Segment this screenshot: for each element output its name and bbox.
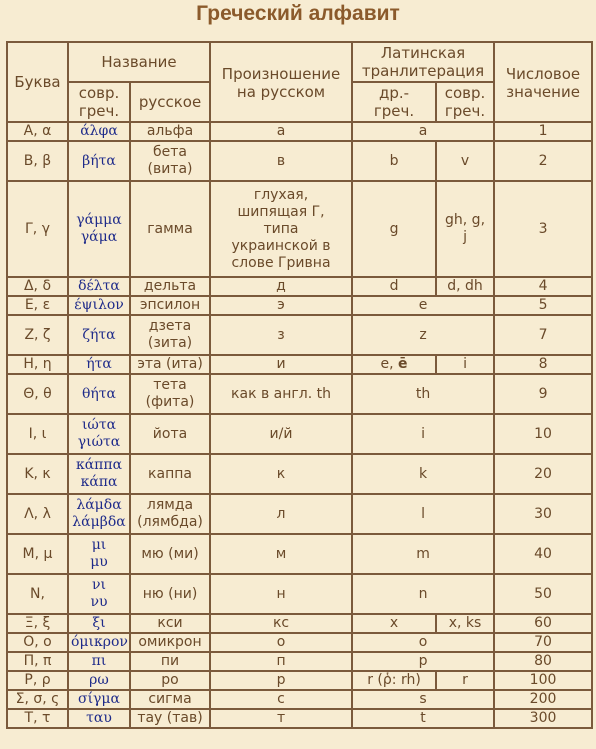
cell-pronunciation: как в англ. th (210, 374, 352, 414)
cell-latin: m (352, 534, 494, 574)
cell-pronunciation: з (210, 315, 352, 355)
cell-russian-name: омикрон (130, 633, 210, 652)
table-row (7, 652, 592, 671)
cell-numeric: 80 (494, 652, 592, 671)
table-row (7, 315, 592, 355)
cell-numeric: 8 (494, 355, 592, 374)
cell-numeric: 9 (494, 374, 592, 414)
cell-russian-name: ро (130, 671, 210, 690)
table-row (7, 690, 592, 709)
cell-russian-name: тау (тав) (130, 709, 210, 728)
cell-russian-name: гамма (130, 181, 210, 277)
cell-letter: Β, β (7, 141, 68, 181)
cell-latin-ancient: d (352, 277, 436, 296)
cell-pronunciation: э (210, 296, 352, 315)
cell-russian-name: бета (вита) (130, 141, 210, 181)
cell-russian-name: каппа (130, 454, 210, 494)
cell-letter: Τ, τ (7, 709, 68, 728)
cell-latin-ancient: b (352, 141, 436, 181)
cell-greek-name: βήτα (68, 141, 130, 181)
cell-letter: Ν, (7, 574, 68, 614)
cell-letter: Ζ, ζ (7, 315, 68, 355)
table-row (7, 494, 592, 534)
cell-latin: s (352, 690, 494, 709)
cell-latin-modern: r (436, 671, 494, 690)
header-letter: Буква (7, 42, 68, 122)
cell-letter: Κ, κ (7, 454, 68, 494)
cell-numeric: 2 (494, 141, 592, 181)
cell-latin-ancient (352, 355, 436, 374)
cell-pronunciation: н (210, 574, 352, 614)
table-row (7, 534, 592, 574)
cell-numeric: 4 (494, 277, 592, 296)
cell-latin-modern: gh, g, j (436, 181, 494, 277)
cell-greek-name: άλφα (68, 122, 130, 141)
header-name-russian: русское (130, 82, 210, 122)
cell-letter: Δ, δ (7, 277, 68, 296)
cell-greek-name: ήτα (68, 355, 130, 374)
cell-greek-name: λάμδα λάμβδα (68, 494, 130, 534)
cell-letter: Μ, μ (7, 534, 68, 574)
cell-latin: p (352, 652, 494, 671)
cell-greek-name: ρω (68, 671, 130, 690)
table-row (7, 122, 592, 141)
cell-greek-name: μι μυ (68, 534, 130, 574)
cell-letter: Ι, ι (7, 414, 68, 454)
cell-latin: i (352, 414, 494, 454)
cell-latin: th (352, 374, 494, 414)
header-name: Название (68, 42, 210, 82)
cell-greek-name: κάππα κάπα (68, 454, 130, 494)
cell-pronunciation: о (210, 633, 352, 652)
cell-letter: Ε, ε (7, 296, 68, 315)
table-row (7, 574, 592, 614)
cell-letter: Ο, ο (7, 633, 68, 652)
cell-latin-modern: i (436, 355, 494, 374)
cell-numeric: 20 (494, 454, 592, 494)
cell-pronunciation: глухая, шипящая Г, типа украинской в слове Гривна (210, 181, 352, 277)
header-pronunciation: Произношение на русском (210, 42, 352, 122)
cell-greek-name: έψιλον (68, 296, 130, 315)
cell-pronunciation: в (210, 141, 352, 181)
cell-russian-name: сигма (130, 690, 210, 709)
cell-latin-modern: v (436, 141, 494, 181)
cell-pronunciation: кс (210, 614, 352, 633)
cell-pronunciation: а (210, 122, 352, 141)
header-latin-modern: совр. греч. (436, 82, 494, 122)
cell-letter: Α, α (7, 122, 68, 141)
cell-numeric: 300 (494, 709, 592, 728)
cell-latin: n (352, 574, 494, 614)
cell-greek-name: γάμμα γάμα (68, 181, 130, 277)
cell-numeric: 70 (494, 633, 592, 652)
cell-pronunciation: л (210, 494, 352, 534)
cell-numeric: 5 (494, 296, 592, 315)
cell-greek-name: δέλτα (68, 277, 130, 296)
latin-ancient-macron-text: $\overline{ē}$ (398, 356, 408, 372)
cell-latin: l (352, 494, 494, 534)
table-row (7, 181, 592, 277)
cell-pronunciation: м (210, 534, 352, 574)
cell-numeric: 50 (494, 574, 592, 614)
table-row (7, 709, 592, 728)
cell-numeric: 60 (494, 614, 592, 633)
cell-numeric: 1 (494, 122, 592, 141)
cell-pronunciation: к (210, 454, 352, 494)
cell-russian-name: эта (ита) (130, 355, 210, 374)
cell-latin: e (352, 296, 494, 315)
cell-pronunciation: д (210, 277, 352, 296)
cell-pronunciation: с (210, 690, 352, 709)
cell-letter: Ρ, ρ (7, 671, 68, 690)
cell-pronunciation: п (210, 652, 352, 671)
cell-numeric: 3 (494, 181, 592, 277)
cell-greek-name: ιώτα γιώτα (68, 414, 130, 454)
table-row (7, 141, 592, 181)
header-numeric: Числовое значение (494, 42, 592, 122)
cell-latin-ancient: x (352, 614, 436, 633)
greek-alphabet-table (6, 41, 593, 729)
cell-greek-name: ταυ (68, 709, 130, 728)
latin-ancient-text: e, (380, 356, 399, 372)
cell-numeric: 200 (494, 690, 592, 709)
cell-russian-name: тета (фита) (130, 374, 210, 414)
table-row (7, 671, 592, 690)
cell-latin: o (352, 633, 494, 652)
cell-russian-name: кси (130, 614, 210, 633)
cell-letter: Γ, γ (7, 181, 68, 277)
cell-letter: Λ, λ (7, 494, 68, 534)
table-row (7, 374, 592, 414)
cell-russian-name: эпсилон (130, 296, 210, 315)
cell-numeric: 100 (494, 671, 592, 690)
cell-latin: a (352, 122, 494, 141)
cell-greek-name: ξι (68, 614, 130, 633)
table-header (7, 42, 592, 122)
cell-russian-name: дельта (130, 277, 210, 296)
table-row (7, 633, 592, 652)
table-row (7, 414, 592, 454)
cell-greek-name: θήτα (68, 374, 130, 414)
cell-russian-name: альфа (130, 122, 210, 141)
cell-latin-ancient: g (352, 181, 436, 277)
cell-greek-name: σίγμα (68, 690, 130, 709)
cell-latin-modern: d, dh (436, 277, 494, 296)
table-body (7, 122, 592, 728)
cell-letter: Ξ, ξ (7, 614, 68, 633)
table-row (7, 355, 592, 374)
page-title: Греческий алфавит (196, 2, 400, 25)
cell-latin: z (352, 315, 494, 355)
cell-greek-name: πι (68, 652, 130, 671)
table-row (7, 277, 592, 296)
cell-russian-name: лямда (лямбда) (130, 494, 210, 534)
table-row (7, 614, 592, 633)
cell-pronunciation: т (210, 709, 352, 728)
table-row (7, 454, 592, 494)
header-latin-ancient: др.- греч. (352, 82, 436, 122)
cell-letter: Σ, σ, ς (7, 690, 68, 709)
cell-pronunciation: и/й (210, 414, 352, 454)
cell-letter: Η, η (7, 355, 68, 374)
cell-latin: t (352, 709, 494, 728)
cell-russian-name: ню (ни) (130, 574, 210, 614)
cell-numeric: 10 (494, 414, 592, 454)
header-name-modern: совр. греч. (68, 82, 130, 122)
cell-greek-name: νι νυ (68, 574, 130, 614)
cell-russian-name: йота (130, 414, 210, 454)
cell-russian-name: пи (130, 652, 210, 671)
cell-numeric: 30 (494, 494, 592, 534)
cell-latin: k (352, 454, 494, 494)
cell-greek-name: ζήτα (68, 315, 130, 355)
cell-latin-modern: x, ks (436, 614, 494, 633)
cell-pronunciation: и (210, 355, 352, 374)
table-row (7, 296, 592, 315)
header-latin: Латинская транлитерация (352, 42, 494, 82)
cell-pronunciation: р (210, 671, 352, 690)
cell-numeric: 7 (494, 315, 592, 355)
cell-latin-ancient: r (ῥ: rh) (352, 671, 436, 690)
cell-numeric: 40 (494, 534, 592, 574)
cell-russian-name: мю (ми) (130, 534, 210, 574)
cell-russian-name: дзета (зита) (130, 315, 210, 355)
cell-letter: Π, π (7, 652, 68, 671)
cell-letter: Θ, θ (7, 374, 68, 414)
cell-greek-name: όμικρον (68, 633, 130, 652)
